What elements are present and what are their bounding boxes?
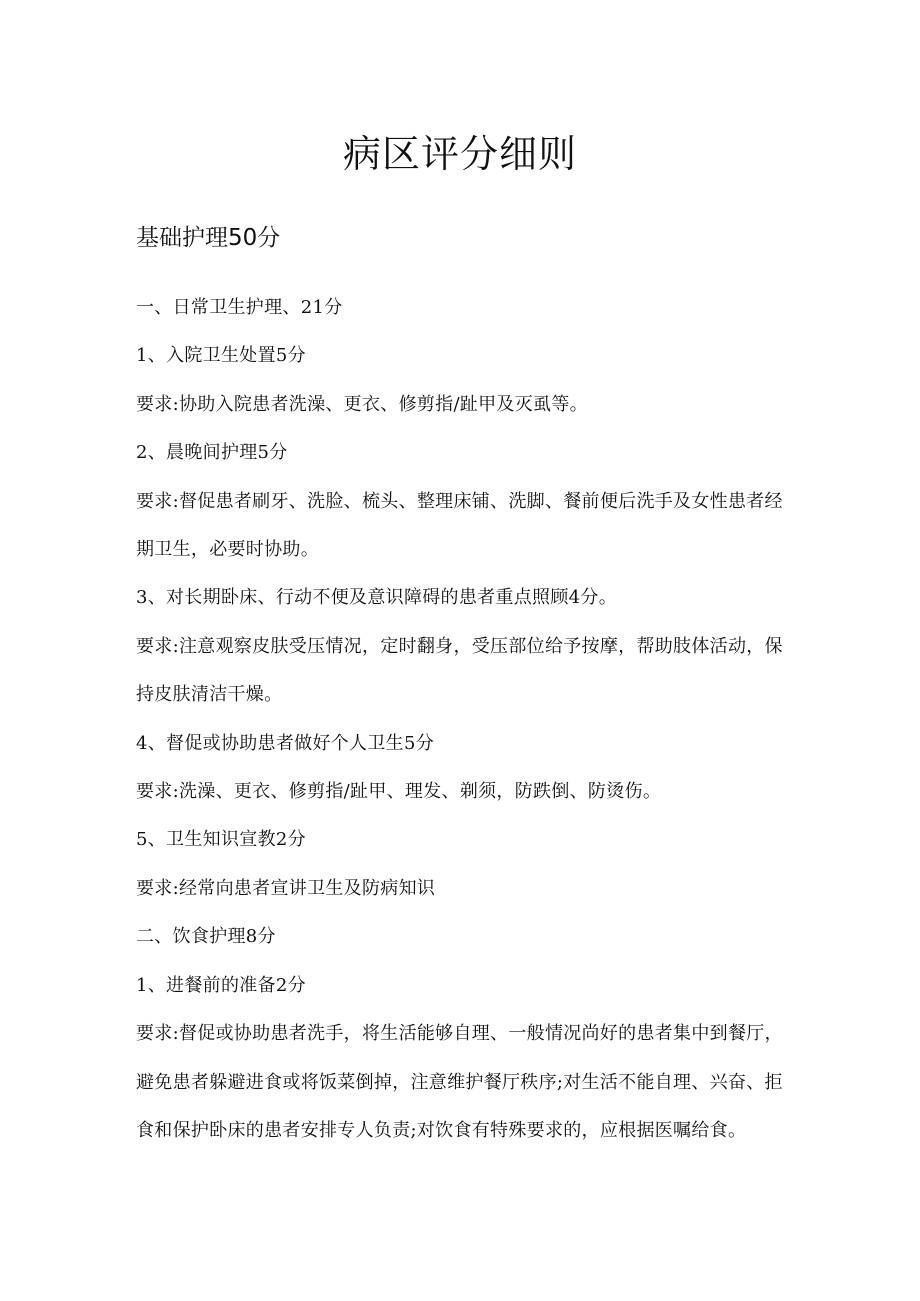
item-requirement: 要求:注意观察皮肤受压情况，定时翻身，受压部位给予按摩，帮助肢体活动，保持皮肤清洁干燥。 xyxy=(136,635,783,706)
item-heading: 5、卫生知识宣教2分 xyxy=(136,829,306,851)
item-heading: 3、对长期卧床、行动不便及意识障碍的患者重点照顾4分。 xyxy=(136,587,618,609)
item-requirement: 要求:协助入院患者洗澡、更衣、修剪指/趾甲及灭虱等。 xyxy=(136,393,588,415)
item-heading: 4、督促或协助患者做好个人卫生5分 xyxy=(136,732,435,754)
item-requirement: 要求:洗澡、更衣、修剪指/趾甲、理发、剃须，防跌倒、防烫伤。 xyxy=(136,781,662,803)
section-heading: 基础护理50分 xyxy=(136,225,281,251)
item-heading: 1、入院卫生处置5分 xyxy=(136,345,306,367)
subsection-heading: 二、饮食护理8分 xyxy=(136,926,276,948)
document-title: 病区评分细则 xyxy=(342,132,577,176)
item-heading: 2、晨晚间护理5分 xyxy=(136,442,288,464)
item-heading: 1、进餐前的准备2分 xyxy=(136,974,306,996)
subsection-heading: 一、日常卫生护理、21分 xyxy=(136,297,343,318)
document-body xyxy=(136,284,786,1155)
item-requirement: 要求:经常向患者宣讲卫生及防病知识 xyxy=(136,877,436,899)
item-requirement: 要求:督促患者刷牙、洗脸、梳头、整理床铺、洗脚、餐前便后洗手及女性患者经期卫生，必要时协助。 xyxy=(136,490,783,561)
item-requirement: 要求:督促或协助患者洗手，将生活能够自理、一般情况尚好的患者集中到餐厅，避免患者躲避进食或将饭菜倒掉，注意维护餐厅秩序;对生活不能自理、兴奋、拒食和保护卧床的患者安排专人负责;对饮食有特殊要求的，应根据医嘱给食。 xyxy=(136,1023,783,1141)
